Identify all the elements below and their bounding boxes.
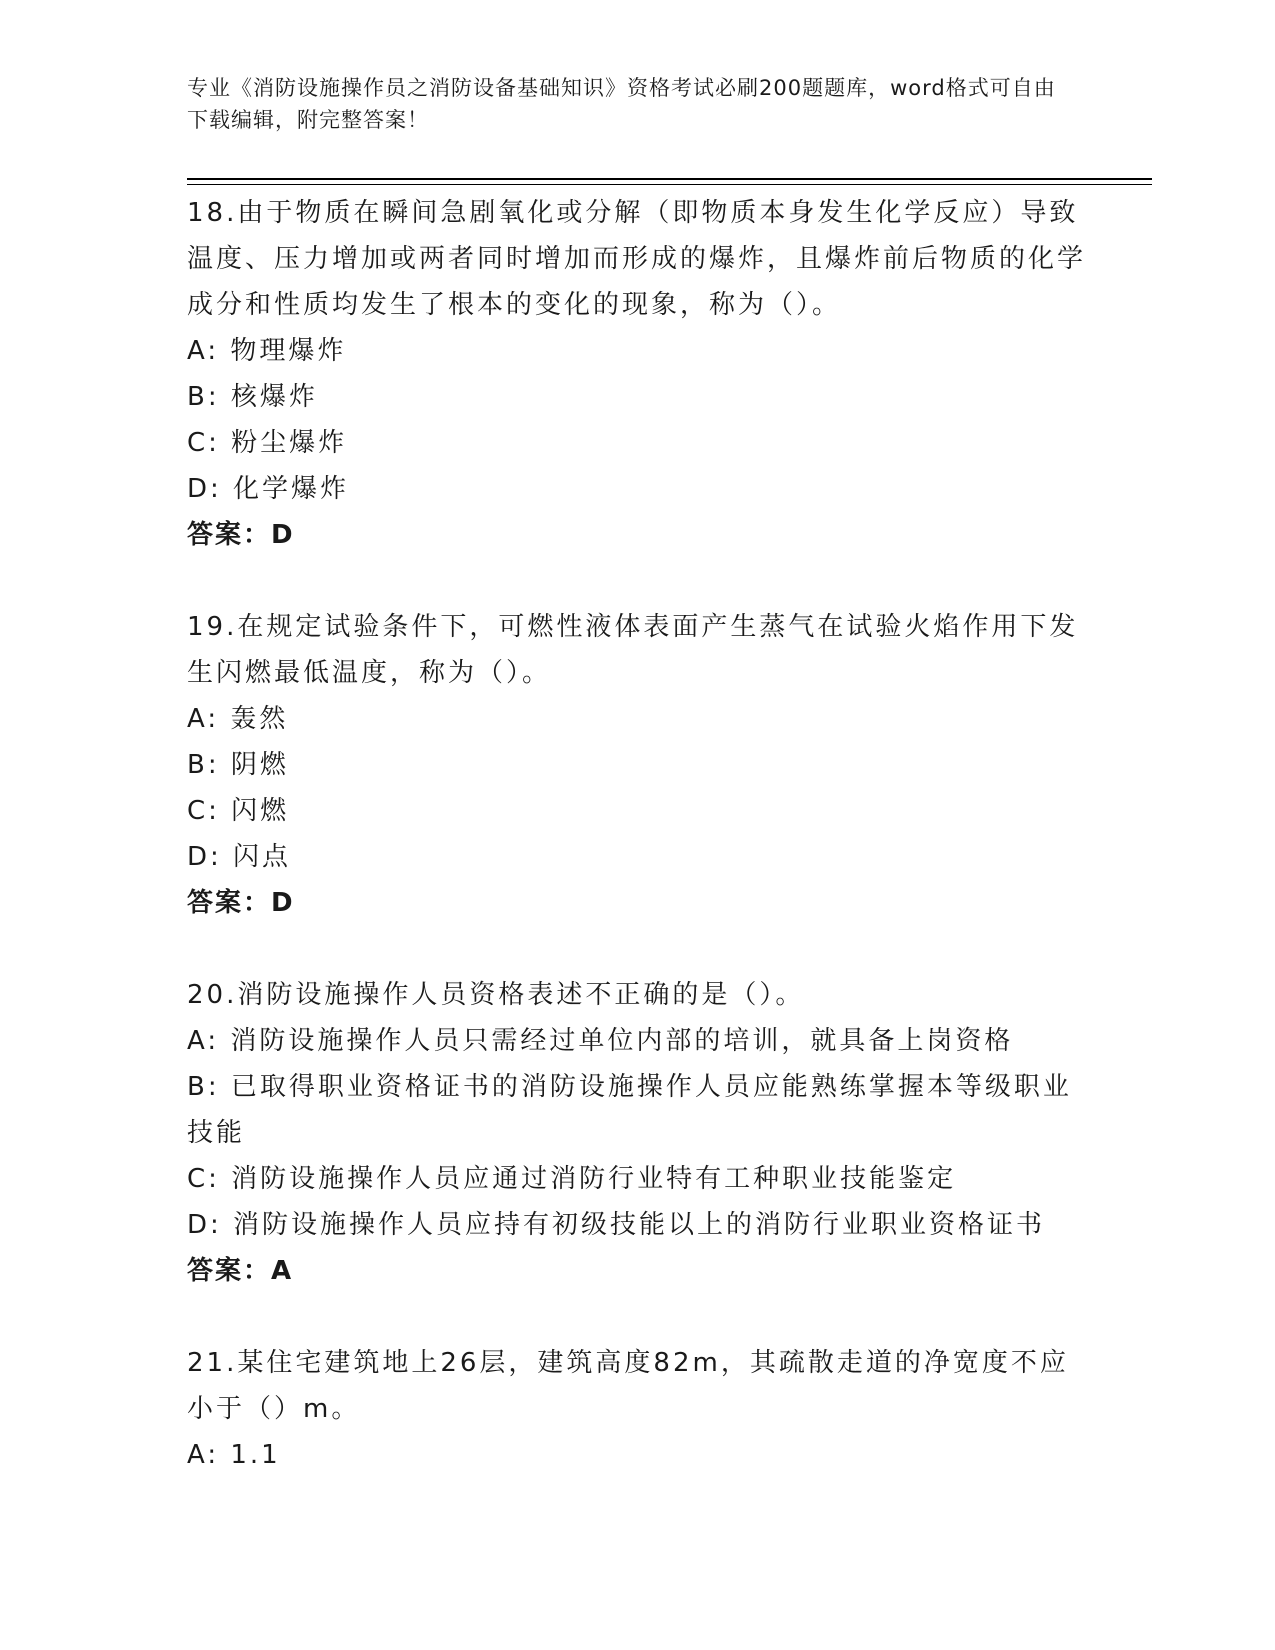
option-d: D: 化学爆炸	[187, 474, 350, 504]
answer-line: 答案：A	[187, 1256, 294, 1286]
option-c: C: 粉尘爆炸	[187, 428, 348, 458]
option-d: D: 闪点	[187, 842, 292, 872]
option-d: D: 消防设施操作人员应持有初级技能以上的消防行业职业资格证书	[187, 1210, 1046, 1240]
header-divider-thick	[187, 178, 1152, 180]
question-stem: 18.由于物质在瞬间急剧氧化或分解（即物质本身发生化学反应）导致温度、压力增加或两者同时增加而形成的爆炸，且爆炸前后物质的化学成分和性质均发生了根本的变化的现象，称为（）。	[187, 198, 1087, 320]
header-divider-thin	[187, 184, 1152, 185]
question-18	[187, 190, 1087, 558]
option-a: A: 消防设施操作人员只需经过单位内部的培训，就具备上岗资格	[187, 1026, 1014, 1056]
question-list	[187, 190, 1087, 1524]
question-21	[187, 1340, 1087, 1478]
document-header: 专业《消防设施操作员之消防设备基础知识》资格考试必刷200题题库，word格式可自由下载编辑，附完整答案！	[187, 76, 1056, 132]
option-a: A: 物理爆炸	[187, 336, 347, 366]
question-stem: 20.消防设施操作人员资格表述不正确的是（）。	[187, 980, 805, 1010]
option-c: C: 闪燃	[187, 796, 290, 826]
option-c: C: 消防设施操作人员应通过消防行业特有工种职业技能鉴定	[187, 1164, 957, 1194]
option-b: B: 核爆炸	[187, 382, 318, 412]
question-19	[187, 604, 1087, 926]
answer-line: 答案：D	[187, 520, 295, 550]
option-b: B: 阴燃	[187, 750, 289, 780]
option-b: B: 已取得职业资格证书的消防设施操作人员应能熟练掌握本等级职业技能	[187, 1072, 1072, 1148]
question-stem: 19.在规定试验条件下，可燃性液体表面产生蒸气在试验火焰作用下发生闪燃最低温度，称为（）。	[187, 612, 1079, 688]
option-a: A: 1.1	[187, 1440, 281, 1470]
answer-line: 答案：D	[187, 888, 295, 918]
option-a: A: 轰然	[187, 704, 289, 734]
question-stem: 21.某住宅建筑地上26层，建筑高度82m，其疏散走道的净宽度不应小于（）m。	[187, 1348, 1069, 1424]
question-20	[187, 972, 1087, 1294]
